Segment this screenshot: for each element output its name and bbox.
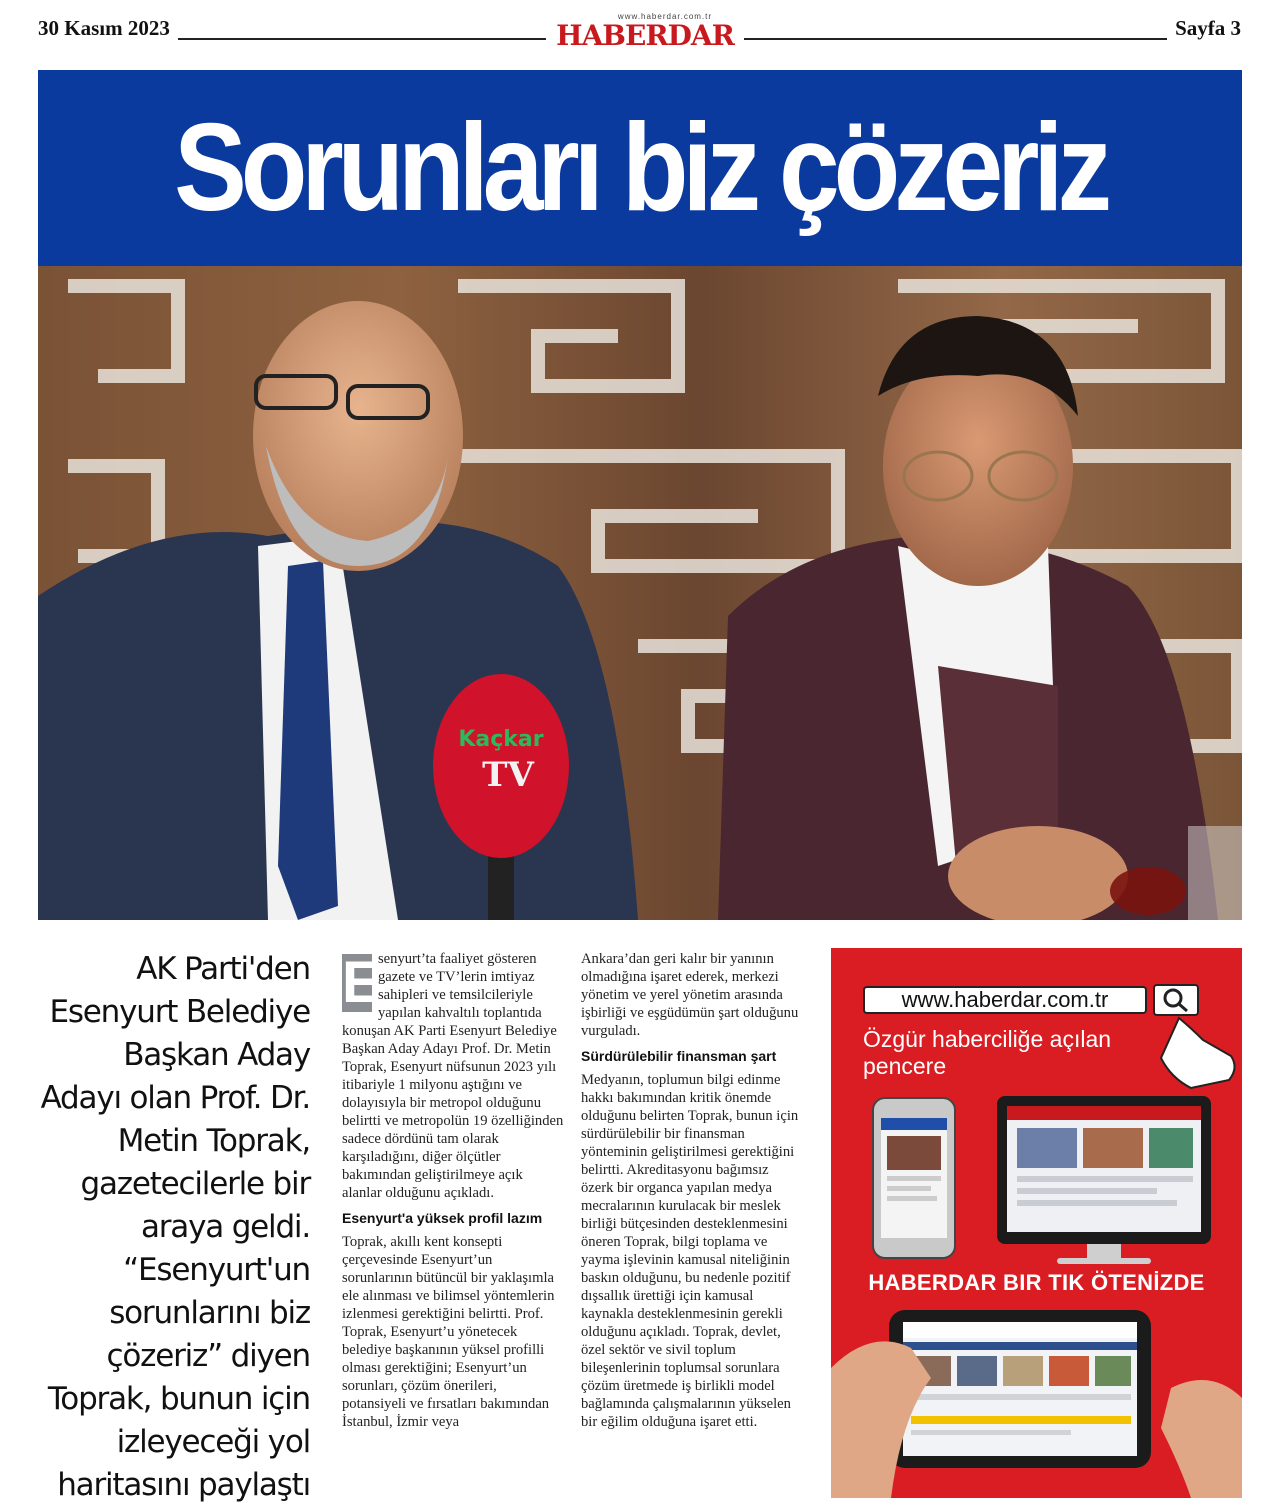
mic-brand-bottom: TV [482, 755, 534, 795]
newspaper-logo [546, 12, 744, 56]
monitor-icon [997, 1096, 1211, 1264]
ad-slogan: Özgür haberciliğe açılan pencere [863, 1026, 1112, 1079]
issue-date: 30 Kasım 2023 [38, 16, 178, 41]
article-photo [38, 266, 1242, 920]
article-paragraph-2: Toprak, akıllı kent konsepti çerçevesinde Esenyurt’un sorunlarının bütüncül bir yaklaşımla ele alınması ve bilimsel yöntemlerin izlenmesi gerektiğini belirtti. Prof. Toprak, Esenyurt’u yönetecek belediye başkanının yüksel profilli olması gerektiğini; Esenyurt’un sorunları, çözüm önerileri, potansiyeli ve fırsatları bakımından İstanbul, İzmir veya [342, 1234, 555, 1430]
article-paragraph-1: senyurt’ta faaliyet gösteren gazete ve TV’lerin imtiyaz sahipleri ve temsilcileriyle yapılan kahvaltılı toplantıda konuşan AK Parti Esenyurt Belediye Başkan Aday Adayı Prof. Dr. Metin Toprak, Esenyurt nüfsunun 2023 yılı itibariyle 1 milyonu aştığını ve dolayısıyla bir metropol olduğunu belirtti ve metropolün 19 özelliğinden sadece dördünü tam olarak karşıladığını, diğer ölçütler bakımından geliştirilmeye açık alanlar olduğunu açıkladı. [342, 951, 564, 1201]
article-paragraph-4: Medyanın, toplumun bilgi edinme hakkı bakımından kritik önemde olduğunu belirten Toprak, bunun için sürdürülebilir bir finansman yönteminin geliştirilmesi gerektiğini belirtti. Akreditasyonu bağımsız özerk bir organca yapılan medya mecralarının kurulacak bir meslek birliği bütçesinden desteklenmesini öneren Toprak, bilgi toplama ve yayma işlevinin kamusal niteliğinin baskın olduğunu, bu nedenle pozitif dışsallık ürettiği için kamusal kaynakla desteklenmesinin gerekli olduğunu açıkladı. Toprak, devlet, özel sektör ve sivil toplum bileşenlerinin toplumsal sorunlara çözüm üretmede iş birlikli model bağlamında çalışmalarının yükselen bir eğilim olduğuna işaret etti. [581, 1072, 799, 1430]
headline: Sorunları biz çözeriz [174, 99, 1106, 237]
logo-name: HABERDAR [556, 19, 734, 52]
phone-icon [873, 1098, 955, 1258]
hand-cursor-icon [1161, 1018, 1235, 1088]
mic-brand-top: Kaçkar [458, 727, 544, 752]
drop-cap: E [342, 950, 381, 1015]
article-column-2 [581, 950, 803, 1431]
ad-website-url[interactable]: www.haberdar.com.tr [863, 986, 1147, 1014]
subheading-2: Sürdürülebilir finansman şart [581, 1048, 777, 1064]
logo-url: www.haberdar.com.tr [617, 12, 713, 21]
article-paragraph-3: Ankara’dan geri kalır bir yanının olmadığına işaret ederek, merkezi yönetim ve yerel yönetim arasında işbirliği ve eşgüdümün şart olduğunu vurguladı. [581, 951, 799, 1039]
subheading-1: Esenyurt'a yüksek profil lazım [342, 1210, 543, 1226]
search-icon[interactable] [1153, 984, 1199, 1016]
headline-band [38, 70, 1242, 266]
advertisement[interactable] [831, 948, 1242, 1498]
lead-summary: AK Parti'den Esenyurt Belediye Başkan Aday Adayı olan Prof. Dr. Metin Toprak, gazetecilerle bir araya geldi. “Esenyurt'un sorunlarını biz çözeriz” diyen Toprak, bunun için izleyeceği yol haritasını paylaştı [40, 951, 310, 1503]
page-number: Sayfa 3 [1167, 16, 1241, 41]
ad-call-to-action[interactable]: HABERDAR BIR TIK ÖTENİZDE [868, 1270, 1205, 1295]
masthead [38, 8, 1241, 58]
tablet-icon [889, 1310, 1151, 1468]
article-column-1 [342, 950, 564, 1431]
